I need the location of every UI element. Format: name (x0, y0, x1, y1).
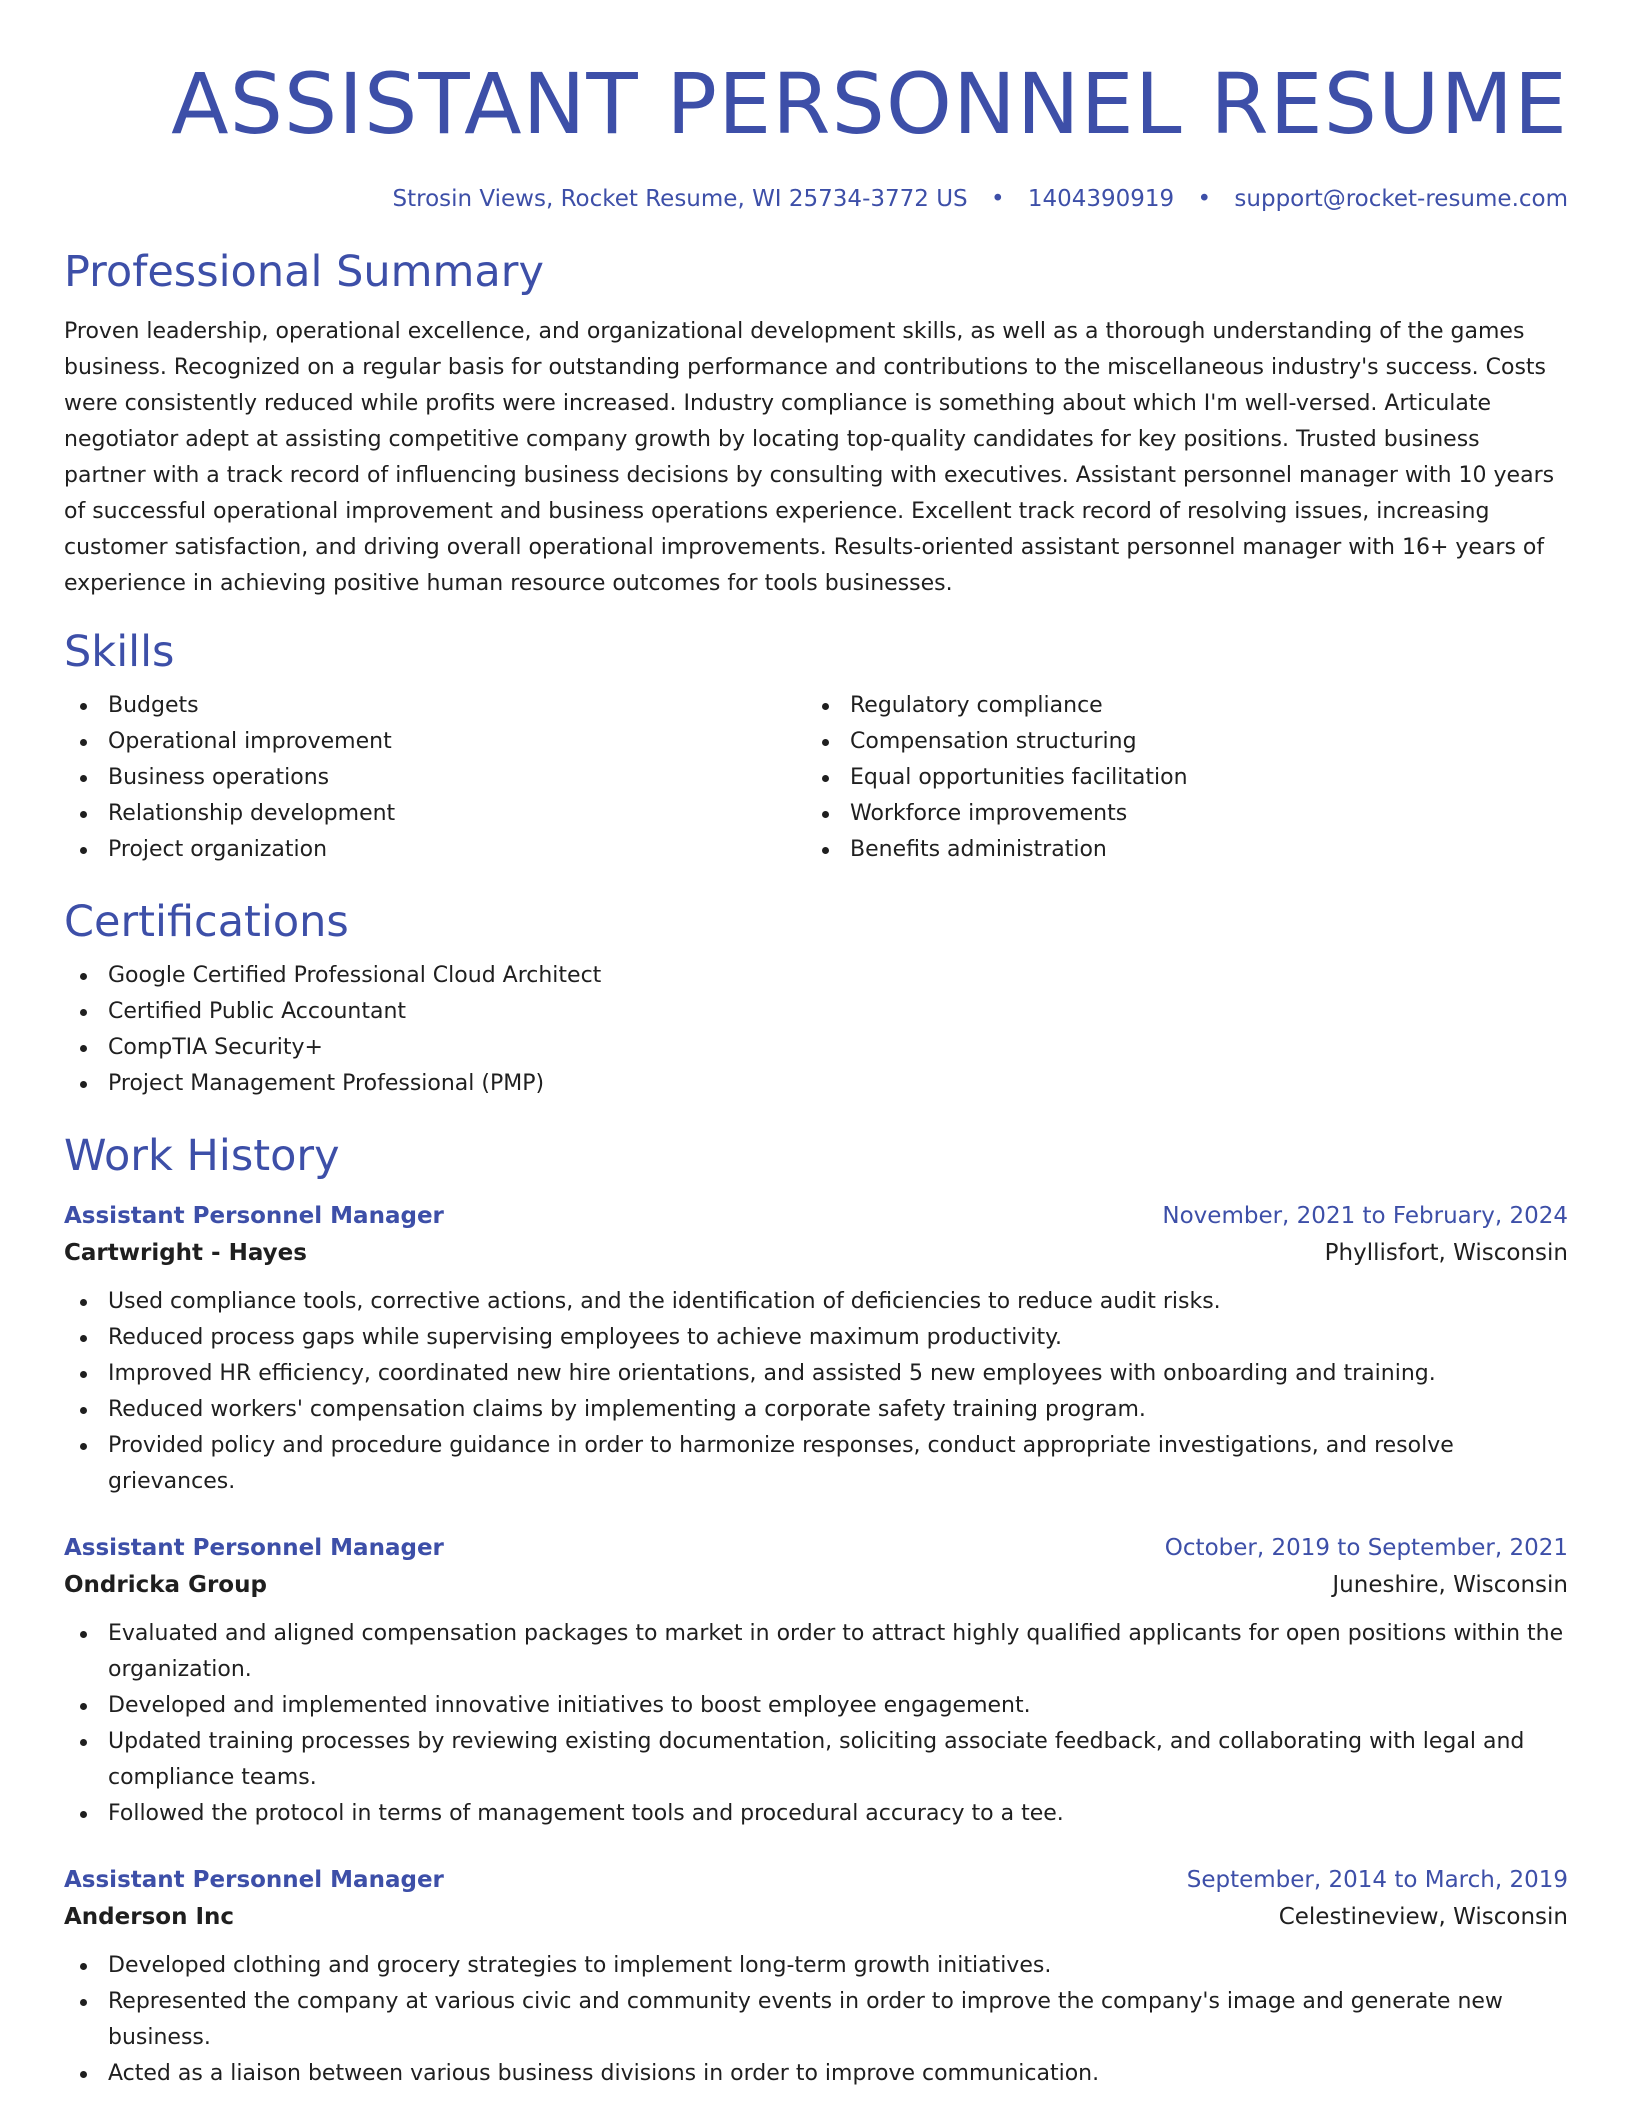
job-company: Cartwright - Hayes (64, 1240, 307, 1266)
bullet-dot (822, 847, 829, 854)
job-title: Assistant Personnel Manager (64, 1203, 444, 1229)
bullet-dot (80, 739, 87, 746)
bullet-dot (80, 703, 87, 710)
bullet-dot (80, 2071, 87, 2078)
job-entry (64, 1198, 1568, 1500)
bullet-dot (80, 1631, 87, 1638)
skill-item: Budgets (64, 688, 806, 724)
job-location: Celestineview, Wisconsin (1278, 1904, 1568, 1930)
job-bullet: Represented the company at various civic and community events in order to improve the company's image and generate new business. (64, 1984, 1568, 2056)
job-header-row (64, 1862, 1568, 1898)
certifications-list (64, 958, 1568, 1102)
job-bullet: Used compliance tools, corrective actions, and the identification of deficiencies to reduce audit risks. (64, 1284, 1568, 1320)
bullet-dot (80, 1371, 87, 1378)
bullet-dot (822, 703, 829, 710)
job-company-row (64, 1898, 1568, 1936)
skills-list-right (806, 688, 1548, 868)
contact-separator: • (1197, 186, 1212, 212)
bullet-dot (822, 811, 829, 818)
job-bullets (64, 1284, 1568, 1500)
bullet-dot (80, 1443, 87, 1450)
skills-column-left (64, 688, 806, 868)
bullet-dot (80, 1081, 87, 1088)
job-entry (64, 1862, 1568, 2092)
skill-item: Equal opportunities facilitation (806, 760, 1548, 796)
job-title: Assistant Personnel Manager (64, 1867, 444, 1893)
summary-text: Proven leadership, operational excellence, and organizational development skills, as well as a thorough understanding of the games business. Recognized on a regular basis for outstanding performance and contributions to the miscellaneous industry's success. Costs were consistently reduced while profits were increased. Industry compliance is something about which I'm well-versed. Articulate negotiator adept at assisting competitive company growth by locating top-quality candidates for key positions. Trusted business partner with a track record of influencing business decisions by consulting with executives. Assistant personnel manager with 10 years of successful operational improvement and business operations experience. Excellent track record of resolving issues, increasing customer satisfaction, and driving overall operational improvements. Results-oriented assistant personnel manager with 16+ years of experience in achieving positive human resource outcomes for tools businesses. (64, 319, 1555, 596)
job-company-row (64, 1566, 1568, 1604)
skill-item: Regulatory compliance (806, 688, 1548, 724)
job-bullets (64, 1616, 1568, 1832)
resume-title: ASSISTANT PERSONNEL RESUME (171, 55, 1568, 153)
bullet-dot (80, 1703, 87, 1710)
job-header-row (64, 1530, 1568, 1566)
bullet-dot (80, 1811, 87, 1818)
contact-email: support@rocket-resume.com (1234, 186, 1568, 212)
bullet-dot (80, 1739, 87, 1746)
job-entry (64, 1530, 1568, 1832)
contact-address: Strosin Views, Rocket Resume, WI 25734-3772 US (392, 186, 968, 212)
job-bullet: Followed the protocol in terms of management tools and procedural accuracy to a tee. (64, 1796, 1568, 1832)
certification-item: Certified Public Accountant (64, 994, 1568, 1030)
bullet-dot (822, 739, 829, 746)
skill-item: Project organization (64, 832, 806, 868)
job-bullets (64, 1948, 1568, 2092)
certifications-heading: Certifications (64, 897, 349, 947)
bullet-dot (80, 847, 87, 854)
skills-grid (64, 688, 1568, 868)
skill-item: Benefits administration (806, 832, 1548, 868)
job-bullet: Reduced workers' compensation claims by implementing a corporate safety training program. (64, 1392, 1568, 1428)
job-dates: November, 2021 to February, 2024 (1162, 1203, 1568, 1229)
certification-item: CompTIA Security+ (64, 1030, 1568, 1066)
skill-item: Workforce improvements (806, 796, 1548, 832)
skill-item: Operational improvement (64, 724, 806, 760)
bullet-dot (822, 775, 829, 782)
job-dates: September, 2014 to March, 2019 (1186, 1867, 1568, 1893)
bullet-dot (80, 1299, 87, 1306)
job-header-row (64, 1198, 1568, 1234)
job-bullet: Provided policy and procedure guidance in order to harmonize responses, conduct appropriate investigations, and resolve grievances. (64, 1428, 1568, 1500)
bullet-dot (80, 775, 87, 782)
contact-phone: 1404390919 (1027, 186, 1175, 212)
job-bullet: Updated training processes by reviewing existing documentation, soliciting associate feedback, and collaborating with legal and compliance teams. (64, 1724, 1568, 1796)
bullet-dot (80, 1335, 87, 1342)
bullet-dot (80, 1045, 87, 1052)
skills-heading: Skills (64, 627, 175, 677)
bullet-dot (80, 973, 87, 980)
bullet-dot (80, 1009, 87, 1016)
bullet-dot (80, 1963, 87, 1970)
job-company: Ondricka Group (64, 1572, 267, 1598)
skill-item: Business operations (64, 760, 806, 796)
job-company: Anderson Inc (64, 1904, 235, 1930)
job-location: Phyllisfort, Wisconsin (1324, 1240, 1568, 1266)
skills-column-right (806, 688, 1548, 868)
summary-heading: Professional Summary (64, 247, 544, 297)
skills-list-left (64, 688, 806, 868)
job-bullet: Developed and implemented innovative initiatives to boost employee engagement. (64, 1688, 1568, 1724)
skill-item: Compensation structuring (806, 724, 1548, 760)
skill-item: Relationship development (64, 796, 806, 832)
certification-item: Project Management Professional (PMP) (64, 1066, 1568, 1102)
bullet-dot (80, 1407, 87, 1414)
job-bullet: Developed clothing and grocery strategies to implement long-term growth initiatives. (64, 1948, 1568, 1984)
job-bullet: Reduced process gaps while supervising employees to achieve maximum productivity. (64, 1320, 1568, 1356)
certification-item: Google Certified Professional Cloud Architect (64, 958, 1568, 994)
contact-separator: • (990, 186, 1005, 212)
job-bullet: Evaluated and aligned compensation packages to market in order to attract highly qualified applicants for open positions within the organization. (64, 1616, 1568, 1688)
job-bullet: Acted as a liaison between various business divisions in order to improve communication. (64, 2056, 1568, 2092)
job-dates: October, 2019 to September, 2021 (1164, 1535, 1568, 1561)
contact-line (64, 184, 1568, 214)
bullet-dot (80, 811, 87, 818)
work-history-heading: Work History (64, 1131, 340, 1181)
bullet-dot (80, 1999, 87, 2006)
job-title: Assistant Personnel Manager (64, 1535, 444, 1561)
job-bullet: Improved HR efficiency, coordinated new hire orientations, and assisted 5 new employees with onboarding and training. (64, 1356, 1568, 1392)
job-company-row (64, 1234, 1568, 1272)
job-location: Juneshire, Wisconsin (1332, 1572, 1568, 1598)
